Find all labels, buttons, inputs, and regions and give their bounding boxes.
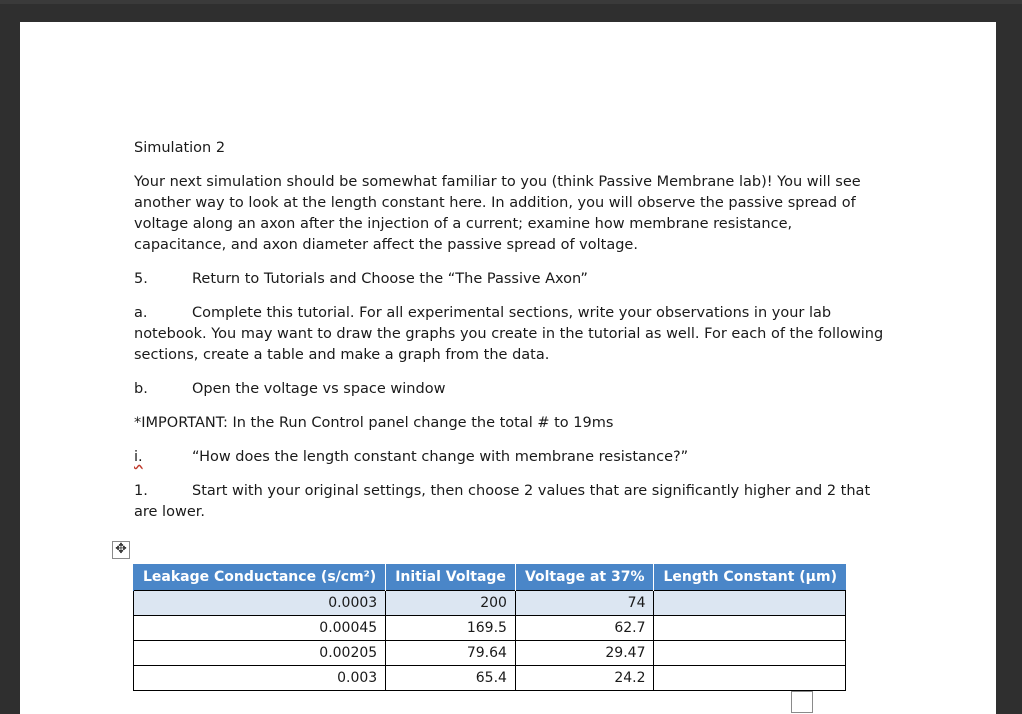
table-cell[interactable] bbox=[654, 641, 846, 666]
table-row bbox=[134, 616, 846, 641]
table-cell[interactable]: 74 bbox=[515, 591, 654, 616]
intro-paragraph: Your next simulation should be somewhat familiar to you (think Passive Membrane lab)! You will see another way to look at the length constant here. In addition, you will observe the passive spread of voltage along an axon after the injection of a current; examine how membrane resistance, capacitance, and axon diameter affect the passive spread of voltage. bbox=[134, 174, 861, 253]
table-cell[interactable]: 79.64 bbox=[386, 641, 516, 666]
question-i-text: “How does the length constant change with membrane resistance?” bbox=[192, 449, 689, 465]
important-note: *IMPORTANT: In the Run Control panel change the total # to 19ms bbox=[134, 415, 614, 431]
table-move-handle-icon[interactable]: ✥ bbox=[112, 541, 130, 559]
table-cell[interactable] bbox=[654, 666, 846, 691]
step-1-marker: 1. bbox=[134, 483, 148, 499]
step-a bbox=[134, 303, 884, 366]
table-row bbox=[134, 666, 846, 691]
step-a-text: Complete this tutorial. For all experimental sections, write your observations in your lab notebook. You may want to draw the graphs you create in the tutorial as well. For each of the following sections, create a table and make a graph from the data. bbox=[134, 305, 884, 363]
step-a-marker: a. bbox=[134, 305, 148, 321]
table-cell[interactable]: 169.5 bbox=[386, 616, 516, 641]
question-i-marker: i. bbox=[134, 449, 143, 465]
header-length-constant: Length Constant (µm) bbox=[654, 564, 846, 591]
data-table bbox=[133, 564, 846, 691]
table-header-row bbox=[134, 564, 846, 591]
table-cell[interactable] bbox=[654, 616, 846, 641]
table-cell[interactable]: 29.47 bbox=[515, 641, 654, 666]
table-cell[interactable]: 24.2 bbox=[515, 666, 654, 691]
table-cell[interactable]: 200 bbox=[386, 591, 516, 616]
document-page[interactable] bbox=[20, 22, 996, 714]
table-resize-handle-icon[interactable] bbox=[791, 691, 813, 713]
table-cell[interactable]: 0.00205 bbox=[134, 641, 386, 666]
step-5-text: Return to Tutorials and Choose the “The Passive Axon” bbox=[192, 271, 588, 287]
table-row bbox=[134, 641, 846, 666]
table-cell[interactable]: 0.0003 bbox=[134, 591, 386, 616]
window-top-bar bbox=[0, 0, 1022, 4]
table-cell[interactable] bbox=[654, 591, 846, 616]
step-b-text: Open the voltage vs space window bbox=[192, 381, 446, 397]
header-leakage-conductance: Leakage Conductance (s/cm²) bbox=[134, 564, 386, 591]
table-cell[interactable]: 0.003 bbox=[134, 666, 386, 691]
step-1-text: Start with your original settings, then choose 2 values that are significantly higher and 2 that are lower. bbox=[134, 483, 871, 520]
table-row bbox=[134, 591, 846, 616]
step-5 bbox=[134, 269, 884, 290]
step-b-marker: b. bbox=[134, 381, 148, 397]
step-b bbox=[134, 379, 884, 400]
table-cell[interactable]: 62.7 bbox=[515, 616, 654, 641]
table-cell[interactable]: 0.00045 bbox=[134, 616, 386, 641]
question-i bbox=[134, 447, 884, 468]
section-heading: Simulation 2 bbox=[134, 140, 226, 156]
table-cell[interactable]: 65.4 bbox=[386, 666, 516, 691]
document-body bbox=[134, 138, 884, 536]
step-5-marker: 5. bbox=[134, 271, 148, 287]
header-initial-voltage: Initial Voltage bbox=[386, 564, 516, 591]
step-1 bbox=[134, 481, 884, 523]
header-voltage-37: Voltage at 37% bbox=[515, 564, 654, 591]
